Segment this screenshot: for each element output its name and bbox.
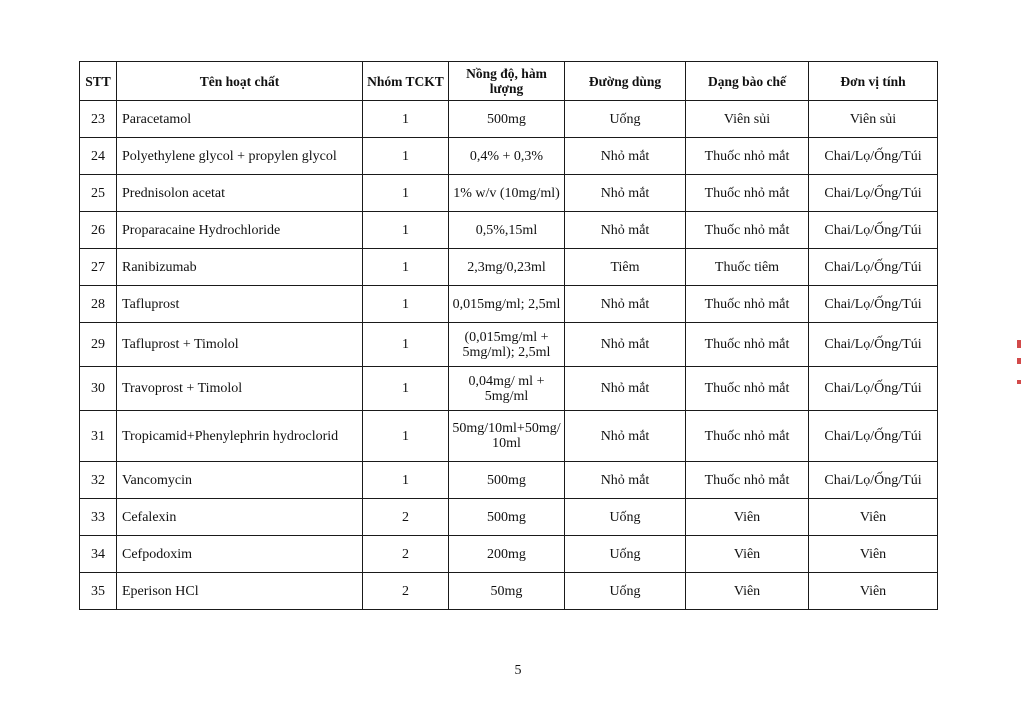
cell-route: Nhỏ mắt [565, 286, 686, 323]
cell-stt: 25 [80, 175, 117, 212]
cell-group: 1 [363, 101, 449, 138]
cell-unit: Chai/Lọ/Ống/Túi [809, 411, 938, 462]
cell-stt: 32 [80, 462, 117, 499]
header-group: Nhóm TCKT [363, 62, 449, 101]
cell-form: Thuốc nhỏ mắt [686, 212, 809, 249]
cell-group: 2 [363, 499, 449, 536]
cell-strength: 2,3mg/0,23ml [449, 249, 565, 286]
cell-name: Eperison HCl [117, 573, 363, 610]
cell-stt: 30 [80, 367, 117, 411]
cell-name: Vancomycin [117, 462, 363, 499]
table-row [80, 323, 938, 367]
cell-name: Tropicamid+Phenylephrin hydroclorid [117, 411, 363, 462]
table-row [80, 138, 938, 175]
cell-strength: (0,015mg/ml + 5mg/ml); 2,5ml [449, 323, 565, 367]
cell-name: Tafluprost + Timolol [117, 323, 363, 367]
table-row [80, 411, 938, 462]
cell-route: Nhỏ mắt [565, 323, 686, 367]
cell-unit: Chai/Lọ/Ống/Túi [809, 138, 938, 175]
cell-unit: Viên [809, 536, 938, 573]
cell-route: Nhỏ mắt [565, 367, 686, 411]
drug-list-table [79, 61, 938, 610]
cell-name: Prednisolon acetat [117, 175, 363, 212]
cell-unit: Chai/Lọ/Ống/Túi [809, 462, 938, 499]
table-row [80, 286, 938, 323]
cell-name: Cefalexin [117, 499, 363, 536]
cell-strength: 50mg [449, 573, 565, 610]
cell-group: 1 [363, 286, 449, 323]
table-row [80, 367, 938, 411]
cell-unit: Viên [809, 499, 938, 536]
cell-group: 1 [363, 323, 449, 367]
table-row [80, 536, 938, 573]
cell-name: Cefpodoxim [117, 536, 363, 573]
cell-stt: 28 [80, 286, 117, 323]
cell-strength: 1% w/v (10mg/ml) [449, 175, 565, 212]
cell-strength: 200mg [449, 536, 565, 573]
cell-stt: 34 [80, 536, 117, 573]
cell-group: 2 [363, 573, 449, 610]
header-stt: STT [80, 62, 117, 101]
cell-form: Thuốc nhỏ mắt [686, 462, 809, 499]
cell-group: 1 [363, 175, 449, 212]
table-row [80, 499, 938, 536]
cell-form: Viên sủi [686, 101, 809, 138]
cell-route: Uống [565, 101, 686, 138]
table-row [80, 212, 938, 249]
cell-route: Nhỏ mắt [565, 175, 686, 212]
cell-route: Nhỏ mắt [565, 411, 686, 462]
cell-stt: 29 [80, 323, 117, 367]
cell-form: Thuốc nhỏ mắt [686, 286, 809, 323]
cell-unit: Chai/Lọ/Ống/Túi [809, 212, 938, 249]
cell-name: Paracetamol [117, 101, 363, 138]
cell-strength: 500mg [449, 462, 565, 499]
cell-name: Ranibizumab [117, 249, 363, 286]
cell-strength: 500mg [449, 101, 565, 138]
table-row [80, 573, 938, 610]
cell-form: Thuốc nhỏ mắt [686, 175, 809, 212]
cell-route: Uống [565, 536, 686, 573]
table-row [80, 101, 938, 138]
cell-stt: 31 [80, 411, 117, 462]
table-header-row [80, 62, 938, 101]
cell-unit: Viên sủi [809, 101, 938, 138]
cell-route: Uống [565, 499, 686, 536]
cell-route: Uống [565, 573, 686, 610]
page-number: 5 [514, 663, 522, 678]
cell-strength: 0,4% + 0,3% [449, 138, 565, 175]
cell-form: Viên [686, 536, 809, 573]
header-strength: Nồng độ, hàm lượng [449, 62, 565, 101]
cell-unit: Chai/Lọ/Ống/Túi [809, 323, 938, 367]
cell-stt: 24 [80, 138, 117, 175]
cell-unit: Chai/Lọ/Ống/Túi [809, 175, 938, 212]
cell-name: Proparacaine Hydrochloride [117, 212, 363, 249]
cell-group: 1 [363, 367, 449, 411]
cell-stt: 27 [80, 249, 117, 286]
cell-group: 1 [363, 411, 449, 462]
cell-route: Nhỏ mắt [565, 462, 686, 499]
cell-group: 1 [363, 212, 449, 249]
cell-form: Viên [686, 499, 809, 536]
cell-unit: Chai/Lọ/Ống/Túi [809, 249, 938, 286]
cell-group: 2 [363, 536, 449, 573]
table-row [80, 175, 938, 212]
margin-stamp-mark [1017, 340, 1021, 410]
cell-unit: Chai/Lọ/Ống/Túi [809, 286, 938, 323]
cell-name: Polyethylene glycol + propylen glycol [117, 138, 363, 175]
cell-name: Tafluprost [117, 286, 363, 323]
cell-strength: 500mg [449, 499, 565, 536]
cell-stt: 35 [80, 573, 117, 610]
cell-form: Viên [686, 573, 809, 610]
cell-group: 1 [363, 462, 449, 499]
cell-form: Thuốc nhỏ mắt [686, 367, 809, 411]
cell-route: Tiêm [565, 249, 686, 286]
cell-name: Travoprost + Timolol [117, 367, 363, 411]
cell-strength: 0,04mg/ ml + 5mg/ml [449, 367, 565, 411]
cell-form: Thuốc nhỏ mắt [686, 138, 809, 175]
cell-route: Nhỏ mắt [565, 212, 686, 249]
cell-stt: 26 [80, 212, 117, 249]
table-row [80, 249, 938, 286]
cell-strength: 0,015mg/ml; 2,5ml [449, 286, 565, 323]
cell-form: Thuốc nhỏ mắt [686, 323, 809, 367]
cell-form: Thuốc nhỏ mắt [686, 411, 809, 462]
cell-group: 1 [363, 249, 449, 286]
cell-strength: 0,5%,15ml [449, 212, 565, 249]
cell-stt: 33 [80, 499, 117, 536]
cell-route: Nhỏ mắt [565, 138, 686, 175]
table-body [80, 101, 938, 610]
cell-stt: 23 [80, 101, 117, 138]
cell-unit: Viên [809, 573, 938, 610]
cell-group: 1 [363, 138, 449, 175]
header-route: Đường dùng [565, 62, 686, 101]
cell-unit: Chai/Lọ/Ống/Túi [809, 367, 938, 411]
header-form: Dạng bào chế [686, 62, 809, 101]
header-name: Tên hoạt chất [117, 62, 363, 101]
table-row [80, 462, 938, 499]
header-unit: Đơn vị tính [809, 62, 938, 101]
cell-strength: 50mg/10ml+50mg/ 10ml [449, 411, 565, 462]
cell-form: Thuốc tiêm [686, 249, 809, 286]
